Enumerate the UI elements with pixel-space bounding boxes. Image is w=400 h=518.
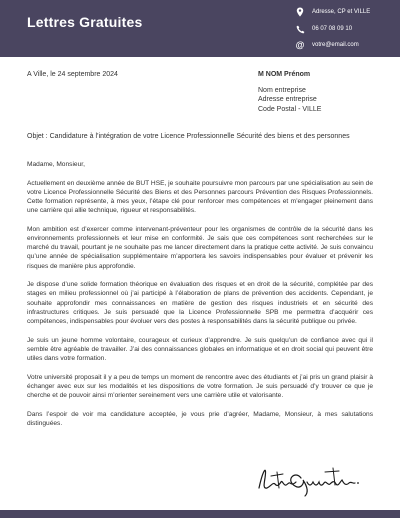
letter-body — [27, 160, 373, 437]
email-text: votre@email.com — [312, 42, 359, 48]
paragraph-1: Actuellement en deuxième année de BUT HSE, je souhaite poursuivre mon parcours par une spécialisation au sein de votre Licence Professionnelle Sécurité des Biens et des Personnes parcours Prévention des Risques Professionnels. Cette formation représente, à mes yeux, l’étape clé pour renforcer mes compétences et m’engager pleinement dans une carrière qui allie technique, rigueur et responsabilités. — [27, 179, 373, 215]
contact-phone — [295, 23, 352, 35]
paragraph-2: Mon ambition est d’exercer comme intervenant-préventeur pour les organismes de contrôle de la sécurité dans les environnements professionnels et leur mise en conformité. Je sais que ces compétences sont recherchées sur le marché du travail, pourtant je ne souhaite pas me lancer directement dans la pratique cette activité. Je suis convaincu qu’une année de spécialisation supplémentaire m’apportera les savoirs indispensables pour évaluer et prévenir les risques de manière plus approfondie. — [27, 225, 373, 270]
paragraph-5: Votre université proposait il y a peu de temps un moment de rencontre avec des étudiants et j’ai pris un grand plaisir à échanger avec eux sur les modalités et les dispositions de votre formation. Je suis persuadé d’y trouver ce que je cherche et de pouvoir ainsi m’orienter sereinement vers une carrière utile et valorisante. — [27, 373, 373, 400]
brand-title: Lettres Gratuites — [27, 14, 143, 30]
footer-bar — [0, 510, 400, 518]
signature-drawing — [255, 458, 365, 498]
recipient-name: M NOM Prénom — [258, 71, 311, 78]
signature — [255, 458, 365, 498]
recipient-block — [258, 70, 321, 114]
address-text: Adresse, CP et VILLE — [312, 9, 371, 15]
recipient-address: Adresse entreprise — [258, 96, 317, 103]
location-pin-icon — [295, 7, 305, 17]
paragraph-6: Dans l’espoir de voir ma candidature acceptée, je vous prie d’agréer, Madame, Monsieur, à mes salutations distinguées. — [27, 410, 373, 427]
recipient-company: Nom entreprise — [258, 86, 306, 94]
header-bar — [0, 0, 400, 57]
paragraph-4: Je suis un jeune homme volontaire, courageux et curieux d’apprendre. Je suis quelqu’un de confiance avec qui il semble être agréable de travailler. J’ai des connaissances globales en informatique et en droit social qui peuvent être utiles dans votre formation. — [27, 336, 373, 363]
contact-address — [295, 6, 370, 18]
contact-email — [295, 39, 359, 51]
letter-object: Objet : Candidature à l’intégration de votre Licence Professionnelle Sécurité des biens et des personnes — [27, 133, 350, 140]
phone-icon — [295, 24, 305, 34]
greeting: Madame, Monsieur, — [27, 161, 85, 168]
at-sign-icon: @ — [295, 40, 305, 50]
recipient-postal: Code Postal - VILLE — [258, 105, 322, 113]
city-date: A Ville, le 24 septembre 2024 — [27, 71, 118, 78]
paragraph-3: Je dispose d’une solide formation théorique en évaluation des risques et en droit de la sécurité, complétée par des stages en milieu professionnel où j’ai participé à l’élaboration de plans de prévention des accidents. Cependant, je souhaite approfondir mes connaissances en matière de gestion des risques industriels et en sécurité des infrastructures critiques. Je suis persuadé que la Licence Professionnelle SPB me permettra d’acquérir ces compétences, indispensables pour évoluer vers des postes à responsabilités dans la sécurité publique ou privée. — [27, 281, 373, 326]
phone-text: 06 07 08 09 10 — [312, 26, 353, 32]
